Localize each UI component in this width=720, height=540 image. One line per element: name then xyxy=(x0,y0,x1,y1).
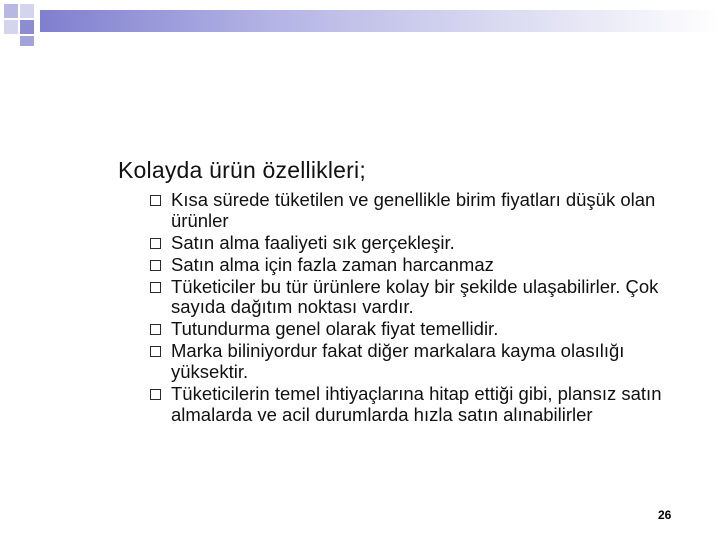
slide-heading: Kolayda ürün özellikleri; xyxy=(118,157,366,183)
bullet-text: Tüketiciler bu tür ürünlere kolay bir şekilde ulaşabilirler. Çok sayıda dağıtım noktası vardır. xyxy=(171,275,659,318)
list-item xyxy=(150,255,698,276)
bullet-text: Tüketicilerin temel ihtiyaçlarına hitap ettiği gibi, plansız satın almalarda ve acil durumlarda hızla satın alınabilirler xyxy=(171,383,662,425)
hollow-square-bullet-icon xyxy=(150,346,161,357)
slide-content xyxy=(118,153,698,427)
decor-square-left xyxy=(4,20,18,34)
decor-square-bottom xyxy=(20,36,34,46)
list-item xyxy=(150,384,698,425)
decor-square-center xyxy=(20,20,34,34)
decor-square-top xyxy=(20,4,34,18)
decorative-header-band xyxy=(0,0,720,50)
list-item xyxy=(150,319,698,340)
page-number: 26 xyxy=(658,508,672,522)
bullet-list xyxy=(118,190,698,425)
list-item xyxy=(150,233,698,254)
bullet-text: Satın alma faaliyeti sık gerçekleşir. xyxy=(171,231,455,253)
bullet-text: Marka biliniyordur fakat diğer markalara kayma olasılığı yüksektir. xyxy=(171,340,625,382)
hollow-square-bullet-icon xyxy=(150,324,161,335)
hollow-square-bullet-icon xyxy=(150,195,161,206)
hollow-square-bullet-icon xyxy=(150,282,161,293)
list-item xyxy=(150,190,698,231)
list-item xyxy=(150,277,698,318)
hollow-square-bullet-icon xyxy=(150,238,161,249)
list-item xyxy=(150,341,698,382)
header-gradient-bar xyxy=(40,10,720,32)
bullet-text: Tutundurma genel olarak fiyat temellidir. xyxy=(171,318,499,340)
bullet-text: Kısa sürede tüketilen ve genellikle birim fiyatları düşük olan ürünler xyxy=(171,189,656,231)
decor-square-top-left xyxy=(4,4,18,18)
hollow-square-bullet-icon xyxy=(150,389,161,400)
hollow-square-bullet-icon xyxy=(150,260,161,271)
bullet-text: Satın alma için fazla zaman harcanmaz xyxy=(171,253,494,275)
